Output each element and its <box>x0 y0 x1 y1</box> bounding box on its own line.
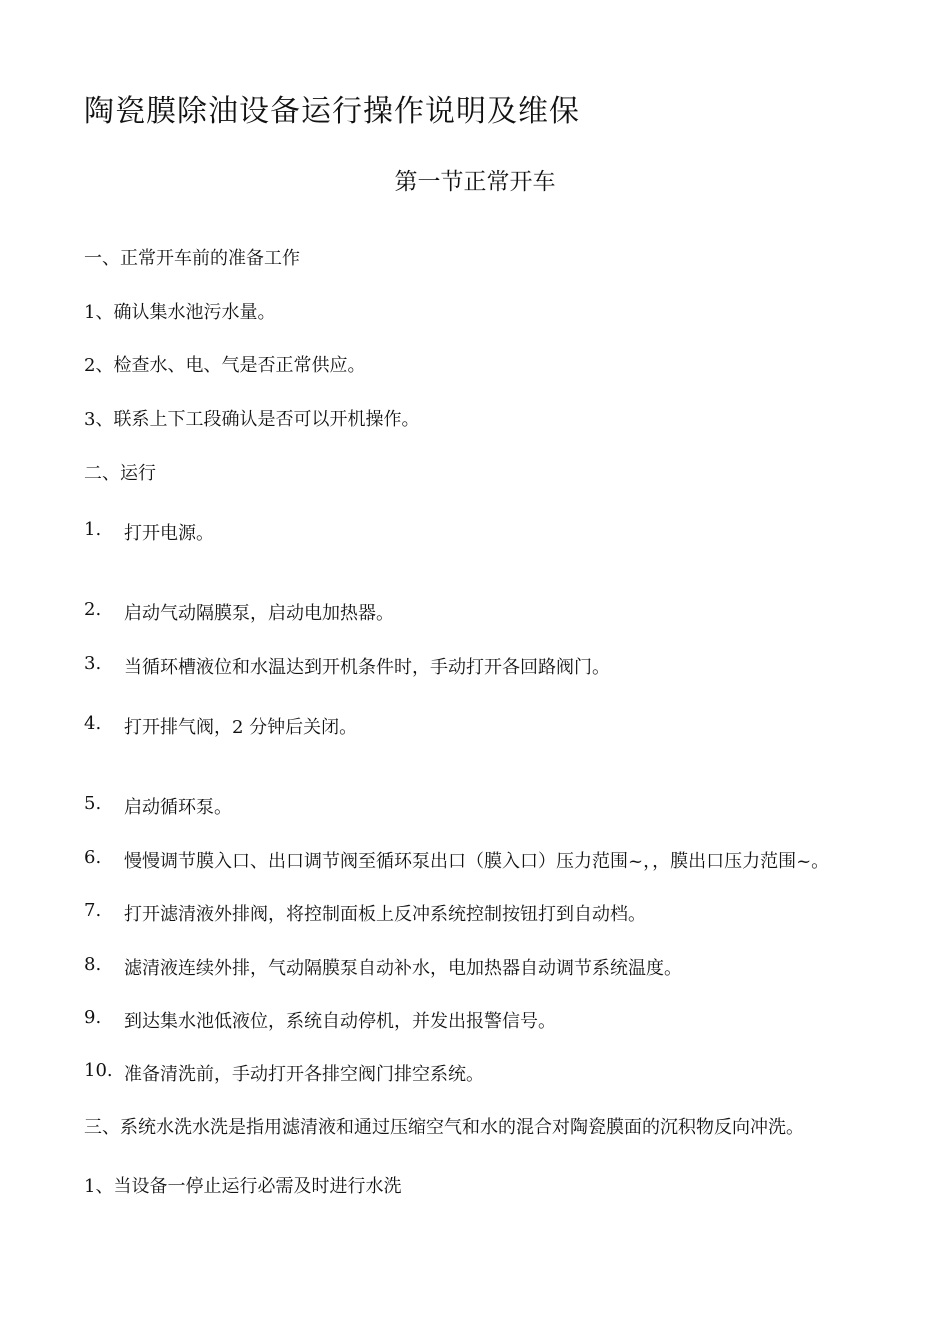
wash-item-1: 1、当设备一停止运行必需及时进行水洗 <box>84 1176 402 1197</box>
step-number: 1. <box>84 519 102 540</box>
step-text: 启动循环泵。 <box>124 797 232 818</box>
step-number: 7. <box>84 900 102 921</box>
step-text: 当循环槽液位和水温达到开机条件时，手动打开各回路阀门。 <box>124 657 610 678</box>
heading-preparation: 一、正常开车前的准备工作 <box>84 248 300 269</box>
step-number: 4. <box>84 713 102 734</box>
step-text: 滤清液连续外排，气动隔膜泵自动补水，电加热器自动调节系统温度。 <box>124 958 682 979</box>
step-number: 9. <box>84 1007 102 1028</box>
step-number: 8. <box>84 954 102 975</box>
step-text: 准备清洗前，手动打开各排空阀门排空系统。 <box>124 1064 484 1085</box>
step-number: 3. <box>84 653 102 674</box>
prep-item-3: 3、联系上下工段确认是否可以开机操作。 <box>84 409 420 430</box>
document-title: 陶瓷膜除油设备运行操作说明及维保 <box>84 94 580 129</box>
step-number: 5. <box>84 793 102 814</box>
section-title: 第一节正常开车 <box>394 169 556 195</box>
step-text: 打开排气阀，2 分钟后关闭。 <box>124 717 358 738</box>
step-text: 打开滤清液外排阀，将控制面板上反冲系统控制按钮打到自动档。 <box>124 904 646 925</box>
step-number: 2. <box>84 599 102 620</box>
step-text: 启动气动隔膜泵，启动电加热器。 <box>124 603 394 624</box>
step-number: 6. <box>84 847 102 868</box>
heading-operation: 二、运行 <box>84 463 156 484</box>
prep-item-2: 2、检查水、电、气是否正常供应。 <box>84 355 366 376</box>
step-text: 到达集水池低液位，系统自动停机，并发出报警信号。 <box>124 1011 556 1032</box>
step-text: 打开电源。 <box>124 523 214 544</box>
heading-water-wash: 三、系统水洗水洗是指用滤清液和通过压缩空气和水的混合对陶瓷膜面的沉积物反向冲洗。 <box>84 1117 804 1138</box>
prep-item-1: 1、确认集水池污水量。 <box>84 302 276 323</box>
step-number: 10. <box>84 1060 113 1081</box>
step-text: 慢慢调节膜入口、出口调节阀至循环泵出口（膜入口）压力范围~，，膜出口压力范围~。 <box>124 851 830 872</box>
